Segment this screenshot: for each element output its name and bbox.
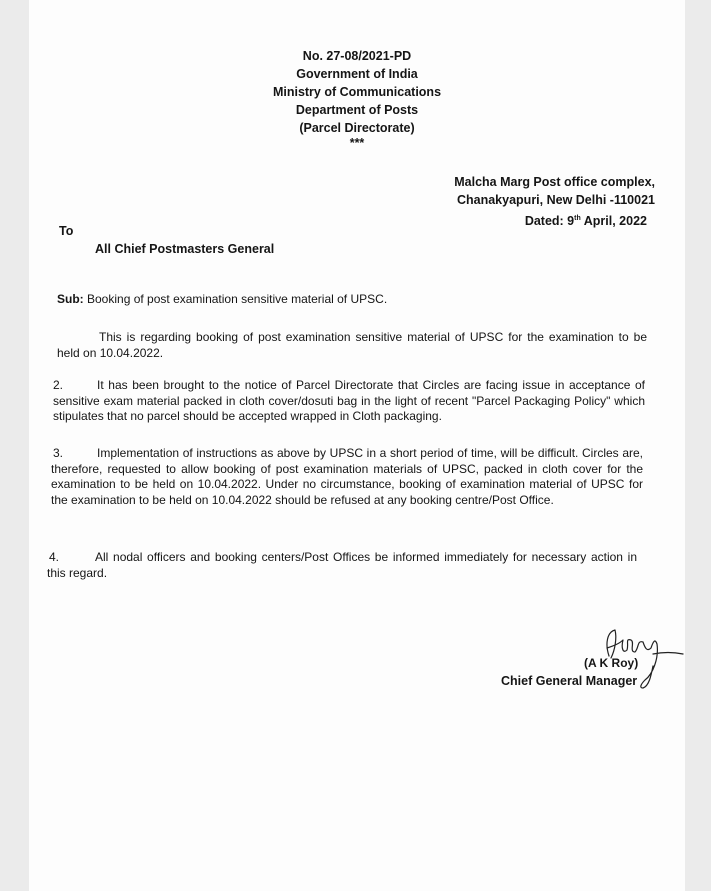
letter-date — [525, 210, 647, 230]
org-government: Government of India — [296, 67, 418, 81]
letter-page — [29, 0, 685, 891]
file-number: No. 27-08/2021-PD — [302, 49, 412, 63]
signatory-title: Chief General Manager — [501, 674, 638, 688]
paragraph-3: Implementation of instructions as above by UPSC in a short period of time, will be difficult. Circles are, therefore, requested to allow booking of post examination materials of UPSC, packed in cloth cover for the examination to be held on 10.04.2022. Under no circumstance, booking of examination material of UPSC for the examination to be held on 10.04.2022 should be refused at any booking centre/Post Office. — [51, 446, 643, 507]
paragraph-2-number: 2. — [53, 378, 64, 392]
org-directorate: (Parcel Directorate) — [299, 121, 415, 135]
to-label: To — [59, 224, 74, 238]
address-line-1: Malcha Marg Post office complex, — [454, 175, 655, 189]
org-ministry: Ministry of Communications — [272, 85, 442, 99]
header-stars: *** — [349, 136, 365, 150]
address-line-2: Chanakyapuri, New Delhi -110021 — [456, 193, 655, 207]
subject-text: Booking of post examination sensitive material of UPSC. — [83, 292, 388, 306]
recipient: All Chief Postmasters General — [95, 242, 275, 256]
paragraph-2: It has been brought to the notice of Parcel Directorate that Circles are facing issue in acceptance of sensitive exam material packed in cloth cover/dosuti bag in the light of recent "Parcel Packaging Policy" which stipulates that no parcel should be accepted wrapped in Cloth packaging. — [53, 378, 645, 423]
date-prefix: Dated: 9 — [524, 214, 575, 229]
subject-line — [57, 292, 387, 306]
paragraph-1: This is regarding booking of post examination sensitive material of UPSC for the examination to be held on 10.04.2022. — [57, 330, 647, 360]
paragraph-3-number: 3. — [53, 446, 64, 460]
subject-label: Sub: — [57, 292, 84, 306]
date-suffix: April, 2022 — [580, 214, 647, 229]
org-department: Department of Posts — [295, 103, 419, 117]
date-superscript: th — [574, 215, 581, 222]
signatory-name: (A K Roy) — [584, 656, 639, 670]
paragraph-4-number: 4. — [49, 550, 60, 564]
paragraph-4: All nodal officers and booking centers/Post Offices be informed immediately for necessary action in this regard. — [47, 550, 637, 580]
